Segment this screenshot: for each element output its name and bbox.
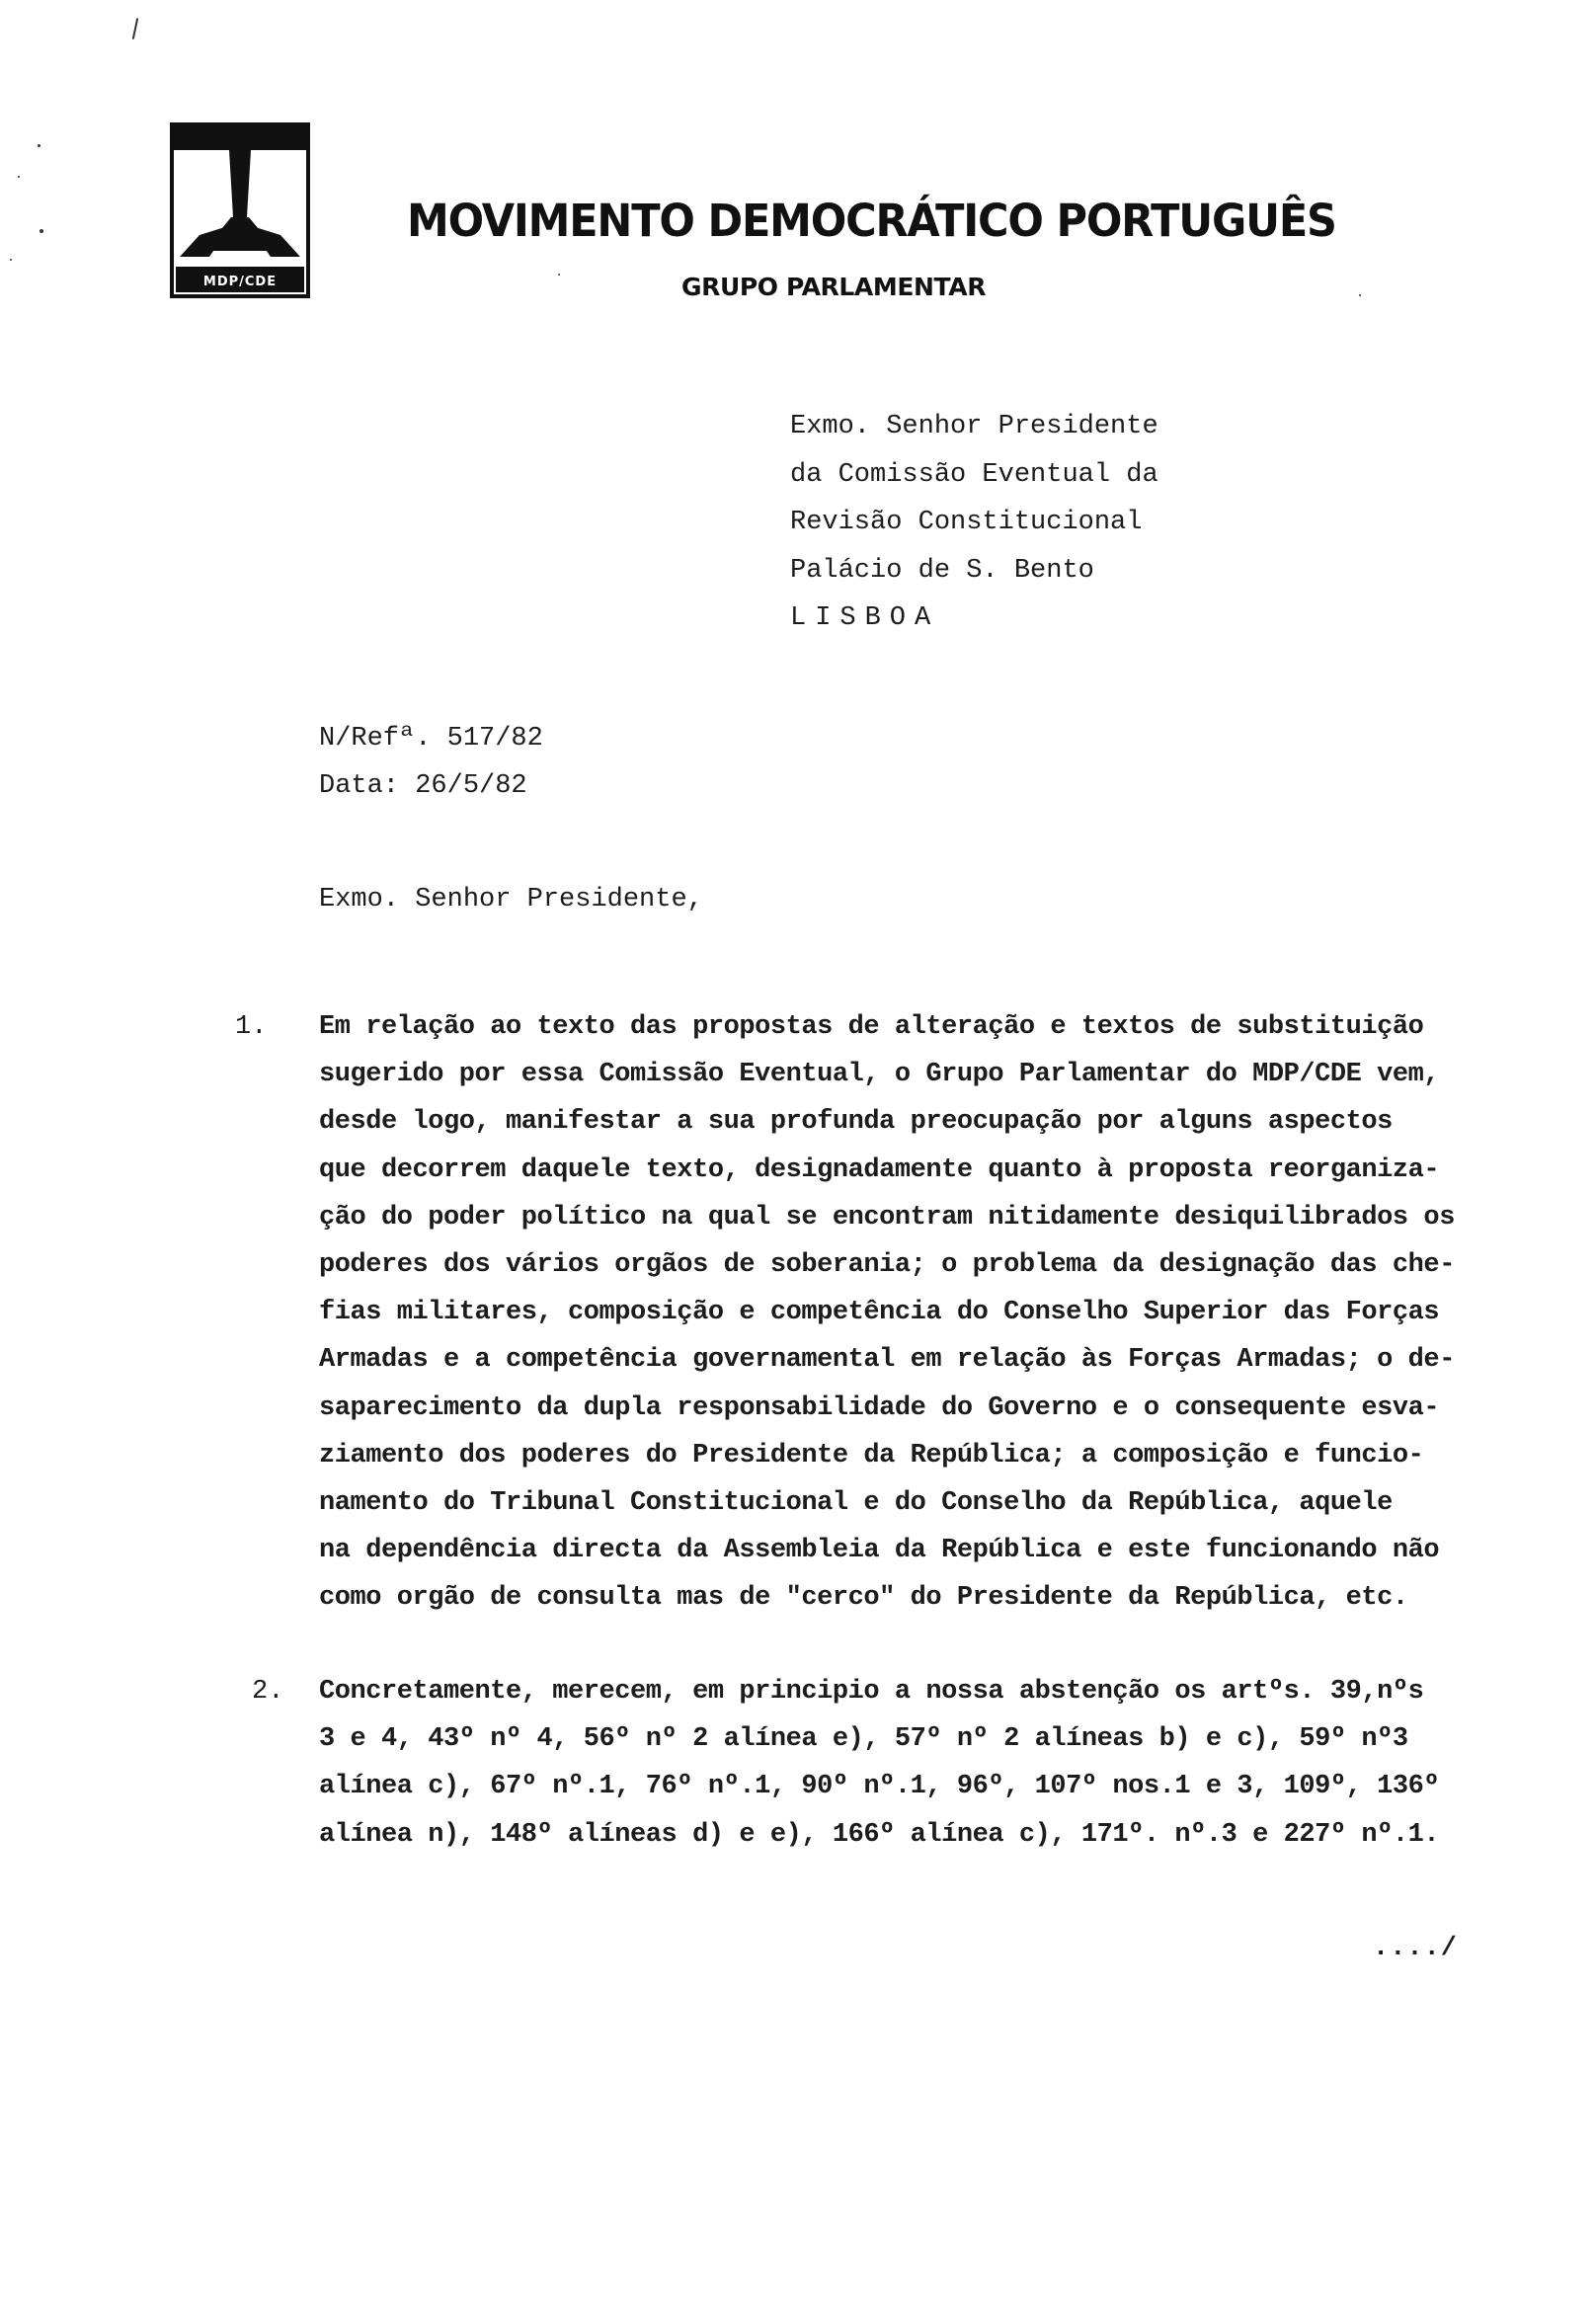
text-line: como orgão de consulta mas de "cerco" do Presidente da República, etc. bbox=[319, 1583, 1408, 1614]
addressee-block bbox=[790, 403, 1158, 643]
text-line: fias militares, composição e competência do Conselho Superior das Forças bbox=[319, 1298, 1440, 1328]
reference-date: Data: 26/5/82 bbox=[319, 771, 527, 801]
paragraph-number: 2. bbox=[252, 1677, 284, 1707]
paragraph-body bbox=[319, 1668, 1439, 1859]
reference-block bbox=[319, 715, 543, 810]
text-line: que decorrem daquele texto, designadamente quanto à proposta reorganiza- bbox=[319, 1154, 1440, 1185]
paragraph-number: 1. bbox=[235, 1012, 268, 1042]
text-line: alínea n), 148º alíneas d) e e), 166º alínea c), 171º. nº.3 e 227º nº.1. bbox=[319, 1819, 1440, 1850]
text-line: Em relação ao texto das propostas de alteração e textos de substituição bbox=[319, 1012, 1424, 1042]
salutation: Exmo. Senhor Presidente, bbox=[319, 885, 703, 915]
text-line: sugerido por essa Comissão Eventual, o Grupo Parlamentar do MDP/CDE vem, bbox=[319, 1060, 1440, 1090]
text-line: ziamento dos poderes do Presidente da República; a composição e funcio- bbox=[319, 1440, 1424, 1471]
logo-text: MDP/CDE bbox=[202, 275, 278, 289]
text-line: Armadas e a competência governamental em relação às Forças Armadas; o de- bbox=[319, 1345, 1455, 1376]
paragraph-body bbox=[319, 1003, 1455, 1622]
addressee-line: da Comissão Eventual da bbox=[790, 459, 1158, 490]
addressee-line: Exmo. Senhor Presidente bbox=[790, 412, 1158, 441]
party-logo bbox=[170, 122, 310, 298]
parliamentary-group-name: GRUPO PARLAMENTAR bbox=[681, 273, 987, 301]
reference-number: N/Refª. 517/82 bbox=[319, 724, 543, 754]
text-line: saparecimento da dupla responsabilidade do Governo e o consequente esva- bbox=[319, 1392, 1440, 1423]
text-line: namento do Tribunal Constitucional e do Conselho da República, aquele bbox=[319, 1487, 1393, 1518]
addressee-line: Palácio de S. Bento bbox=[790, 555, 1094, 586]
text-line: Concretamente, merecem, em principio a nossa abstenção os artºs. 39,nºs bbox=[319, 1677, 1424, 1707]
text-line: poderes dos vários orgãos de soberania; o problema da designação das che- bbox=[319, 1249, 1455, 1280]
addressee-line: Revisão Constitucional bbox=[790, 508, 1143, 537]
continuation-mark: ..../ bbox=[1373, 1934, 1459, 1963]
text-line: desde logo, manifestar a sua profunda preocupação por alguns aspectos bbox=[319, 1107, 1393, 1138]
text-line: alínea c), 67º nº.1, 76º nº.1, 90º nº.1, 96º, 107º nos.1 e 3, 109º, 136º bbox=[319, 1772, 1440, 1802]
organization-name: MOVIMENTO DEMOCRÁTICO PORTUGUÊS bbox=[407, 196, 1336, 248]
addressee-city: LISBOA bbox=[790, 603, 940, 633]
text-line: na dependência directa da Assembleia da República e este funcionando não bbox=[319, 1536, 1440, 1566]
text-line: ção do poder político na qual se encontram nitidamente desiquilibrados os bbox=[319, 1202, 1455, 1233]
text-line: 3 e 4, 43º nº 4, 56º nº 2 alínea e), 57º nº 2 alíneas b) e c), 59º nº3 bbox=[319, 1724, 1408, 1755]
